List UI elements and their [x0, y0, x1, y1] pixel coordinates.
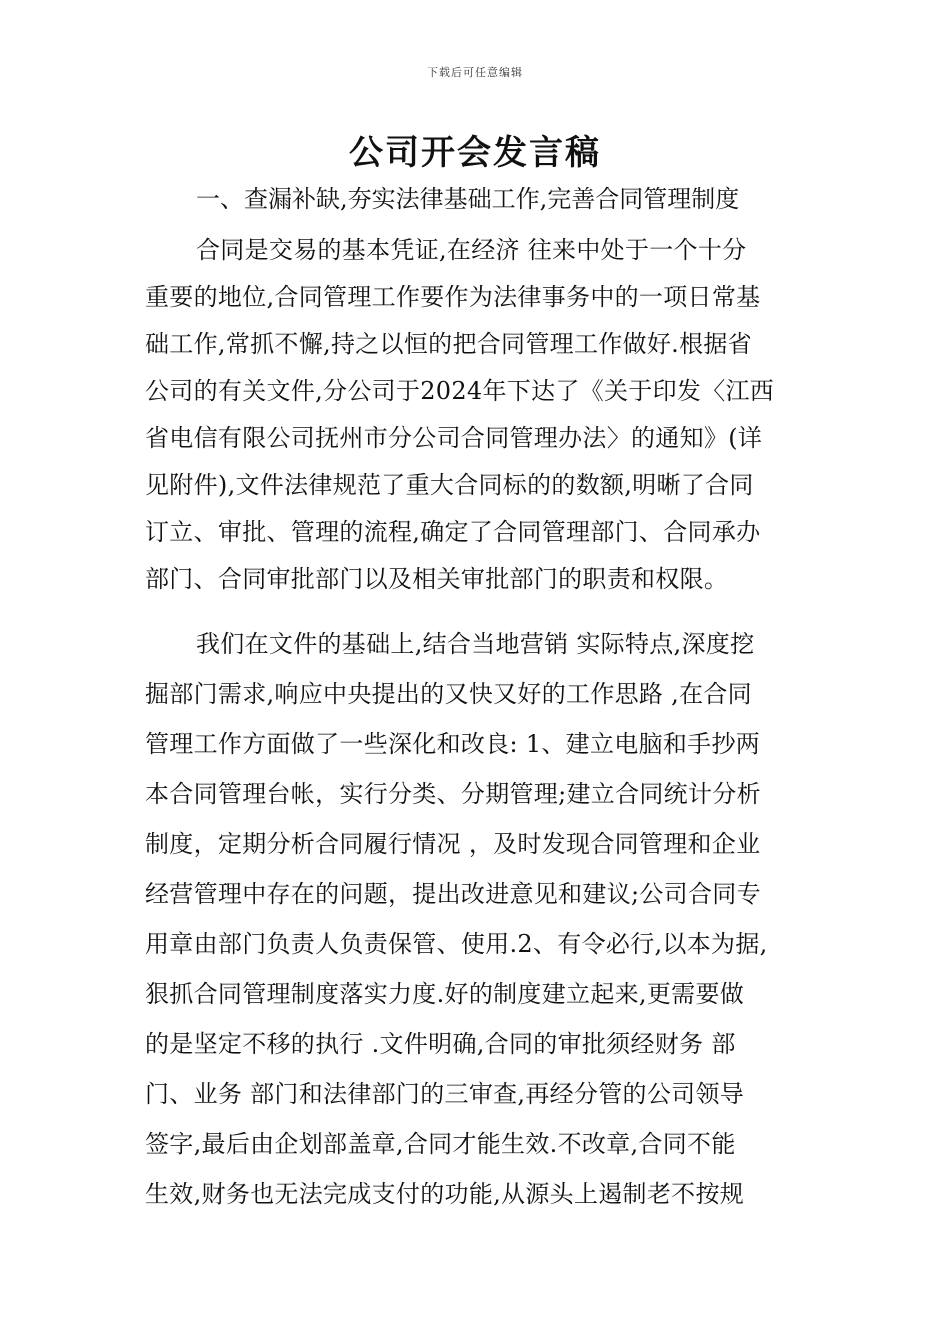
paragraph-line: 门、业务 部门和法律部门的三审查,再经分管的公司领导 [145, 1080, 745, 1108]
paragraph-line: 我们在文件的基础上,结合当地营销 实际特点,深度挖 [196, 630, 755, 658]
header-note: 下载后可任意编辑 [427, 66, 523, 79]
paragraph-line: 掘部门需求,响应中央提出的又快又好的工作思路 ,在合同 [145, 680, 752, 708]
paragraph-line: 管理工作方面做了一些深化和改良: 1、建立电脑和手抄两 [145, 730, 761, 758]
paragraph-line: 公司的有关文件,分公司于2024年下达了《关于印发〈江西 [145, 377, 775, 405]
paragraph-line: 签字,最后由企划部盖章,合同才能生效.不改章,合同不能 [145, 1130, 736, 1158]
paragraph-line: 经营管理中存在的问题，提出改进意见和建议;公司合同专 [145, 880, 761, 908]
paragraph-line: 础工作,常抓不懈,持之以恒的把合同管理工作做好.根据省 [145, 330, 752, 358]
paragraph-line: 制度，定期分析合同履行情况 ，及时发现合同管理和企业 [145, 830, 761, 858]
paragraph-line: 见附件),文件法律规范了重大合同标的的数额,明晰了合同 [145, 471, 754, 499]
section-heading: 一、查漏补缺,夯实法律基础工作,完善合同管理制度 [196, 185, 740, 213]
paragraph-line: 省电信有限公司抚州市分公司合同管理办法〉的通知》(详 [145, 424, 763, 452]
paragraph-line: 部门、合同审批部门以及相关审批部门的职责和权限。 [145, 565, 729, 593]
paragraph-line: 生效,财务也无法完成支付的功能,从源头上遏制老不按规 [145, 1180, 745, 1208]
paragraph-line: 用章由部门负责人负责保管、使用.2、有令必行,以本为据, [145, 930, 768, 958]
paragraph-line: 合同是交易的基本凭证,在经济 往来中处于一个十分 [196, 236, 747, 264]
paragraph-line: 的是坚定不移的执行 .文件明确,合同的审批须经财务 部 [145, 1030, 736, 1058]
document-title: 公司开会发言稿 [349, 133, 601, 173]
paragraph-line: 订立、审批、管理的流程,确定了合同管理部门、合同承办 [145, 518, 761, 546]
paragraph-line: 狠抓合同管理制度落实力度.好的制度建立起来,更需要做 [145, 980, 745, 1008]
paragraph-line: 本合同管理台帐，实行分类、分期管理;建立合同统计分析 [145, 780, 761, 808]
paragraph-line: 重要的地位,合同管理工作要作为法律事务中的一项日常基 [145, 283, 761, 311]
